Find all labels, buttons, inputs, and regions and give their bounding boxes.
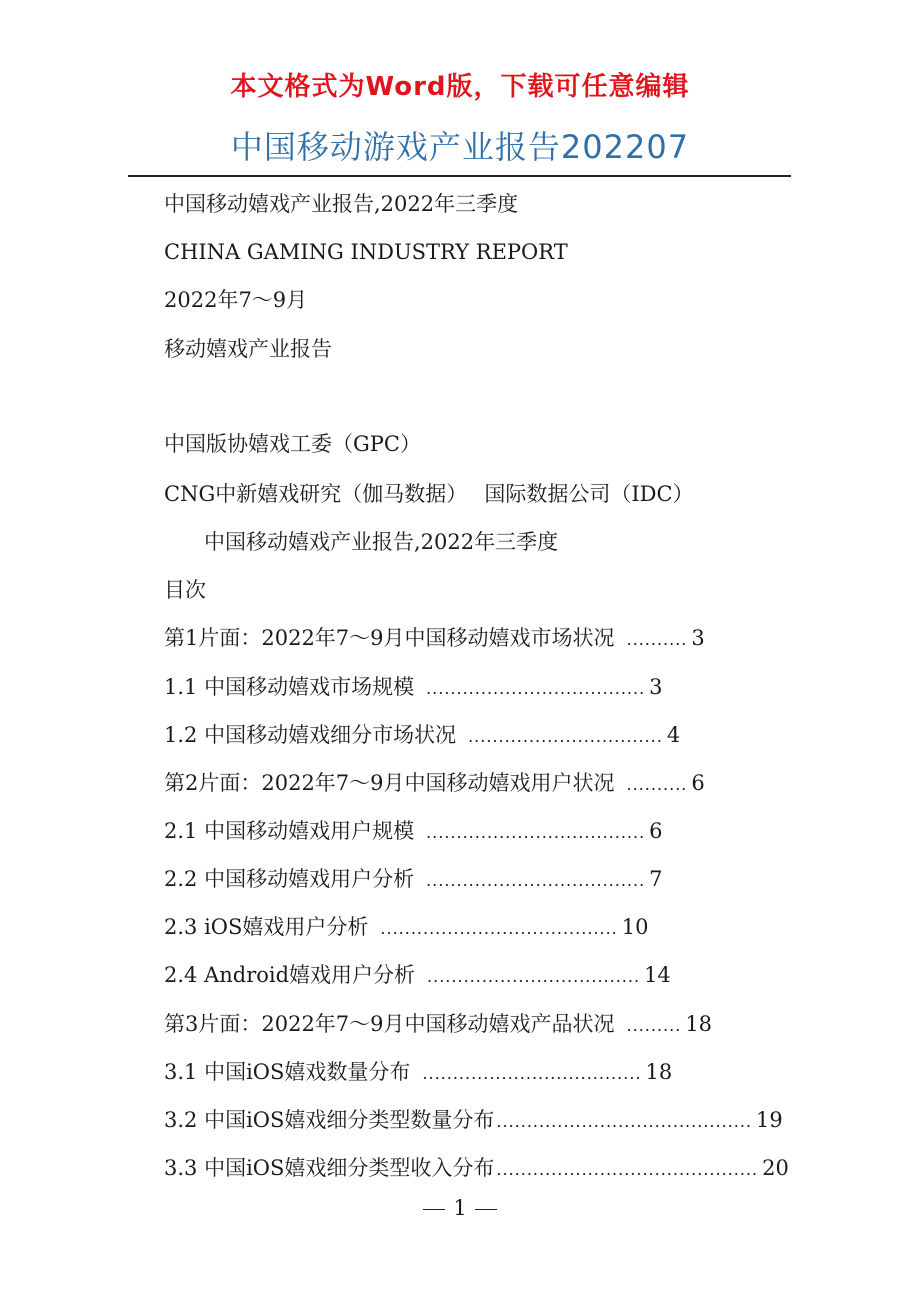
report-period: 2022年7～9月 bbox=[164, 288, 308, 312]
toc-leader: ....................................... bbox=[380, 919, 618, 938]
toc-page-number: 6 bbox=[649, 819, 663, 843]
toc-entry-label: 2.3 iOS嬉戏用户分析 bbox=[164, 915, 369, 939]
toc-page-number: 7 bbox=[649, 867, 663, 891]
org-cng-idc: CNG中新嬉戏研究（伽马数据） 国际数据公司（IDC） bbox=[164, 482, 694, 506]
toc-page-number: 14 bbox=[644, 963, 671, 987]
toc-page-number: 10 bbox=[621, 915, 649, 939]
report-subtitle: 移动嬉戏产业报告 bbox=[164, 337, 332, 361]
toc-entry[interactable] bbox=[164, 865, 663, 895]
toc-leader: .......................................... bbox=[496, 1112, 752, 1131]
toc-entry-label: 第1片面：2022年7～9月中国移动嬉戏市场状况 bbox=[164, 626, 615, 650]
toc-entry[interactable] bbox=[164, 817, 663, 847]
toc-leader: .................................... bbox=[426, 871, 646, 890]
toc-leader: .................................... bbox=[426, 679, 646, 698]
toc-entry[interactable] bbox=[164, 1058, 672, 1088]
toc-entry-label: 2.1 中国移动嬉戏用户规模 bbox=[164, 819, 415, 843]
report-english-title: CHINA GAMING INDUSTRY REPORT bbox=[164, 240, 568, 264]
title-divider bbox=[128, 175, 791, 177]
toc-page-number: 18 bbox=[685, 1012, 713, 1036]
toc-leader: .......... bbox=[626, 630, 688, 649]
toc-entry[interactable] bbox=[164, 913, 648, 943]
toc-leader: ........................................... bbox=[496, 1160, 759, 1179]
toc-entry[interactable] bbox=[164, 1154, 789, 1184]
report-title-line: 中国移动嬉戏产业报告,2022年三季度 bbox=[164, 192, 519, 216]
document-title: 中国移动游戏产业报告202207 bbox=[230, 128, 690, 166]
report-title-repeat: 中国移动嬉戏产业报告,2022年三季度 bbox=[204, 530, 559, 554]
toc-page-number: 19 bbox=[756, 1108, 783, 1132]
toc-page-number: 6 bbox=[691, 771, 705, 795]
toc-page-number: 3 bbox=[649, 675, 663, 699]
toc-page-number: 4 bbox=[666, 723, 681, 747]
page-number: 1 bbox=[453, 1196, 467, 1220]
org-gpc: 中国版协嬉戏工委（GPC） bbox=[164, 432, 421, 456]
toc-entry[interactable] bbox=[164, 673, 663, 703]
toc-entry[interactable] bbox=[164, 961, 671, 991]
footer-dash-right bbox=[475, 1209, 497, 1211]
toc-entry-label: 3.2 中国iOS嬉戏细分类型数量分布 bbox=[164, 1108, 495, 1132]
toc-leader: .................................... bbox=[426, 823, 646, 842]
toc-leader: .................................... bbox=[422, 1064, 642, 1083]
toc-entry-label: 第3片面：2022年7～9月中国移动嬉戏产品状况 bbox=[164, 1012, 615, 1036]
toc-entry-label: 2.2 中国移动嬉戏用户分析 bbox=[164, 867, 415, 891]
toc-entry-label: 2.4 Android嬉戏用户分析 bbox=[164, 963, 416, 987]
toc-leader: ................................ bbox=[468, 727, 663, 746]
toc-entry-label: 1.2 中国移动嬉戏细分市场状况 bbox=[164, 723, 457, 747]
toc-entry-label: 3.1 中国iOS嬉戏数量分布 bbox=[164, 1060, 411, 1084]
toc-leader: ......... bbox=[626, 1016, 682, 1035]
toc-entry-label: 第2片面：2022年7～9月中国移动嬉戏用户状况 bbox=[164, 771, 615, 795]
toc-heading: 目次 bbox=[164, 578, 206, 602]
toc-entry[interactable] bbox=[164, 721, 680, 751]
toc-leader: ................................... bbox=[427, 967, 641, 986]
toc-entry-label: 3.3 中国iOS嬉戏细分类型收入分布 bbox=[164, 1156, 495, 1180]
toc-entry[interactable] bbox=[164, 1010, 712, 1040]
page-footer bbox=[0, 1196, 920, 1220]
download-banner: 本文格式为Word版，下载可任意编辑 bbox=[230, 72, 690, 102]
toc-page-number: 20 bbox=[762, 1156, 789, 1180]
toc-leader: .......... bbox=[626, 775, 688, 794]
toc-entry[interactable] bbox=[164, 624, 705, 654]
toc-page-number: 18 bbox=[645, 1060, 673, 1084]
footer-dash-left bbox=[423, 1209, 445, 1211]
toc-entry[interactable] bbox=[164, 1106, 783, 1136]
toc-page-number: 3 bbox=[691, 626, 705, 650]
toc-entry-label: 1.1 中国移动嬉戏市场规模 bbox=[164, 675, 415, 699]
toc-entry[interactable] bbox=[164, 769, 705, 799]
